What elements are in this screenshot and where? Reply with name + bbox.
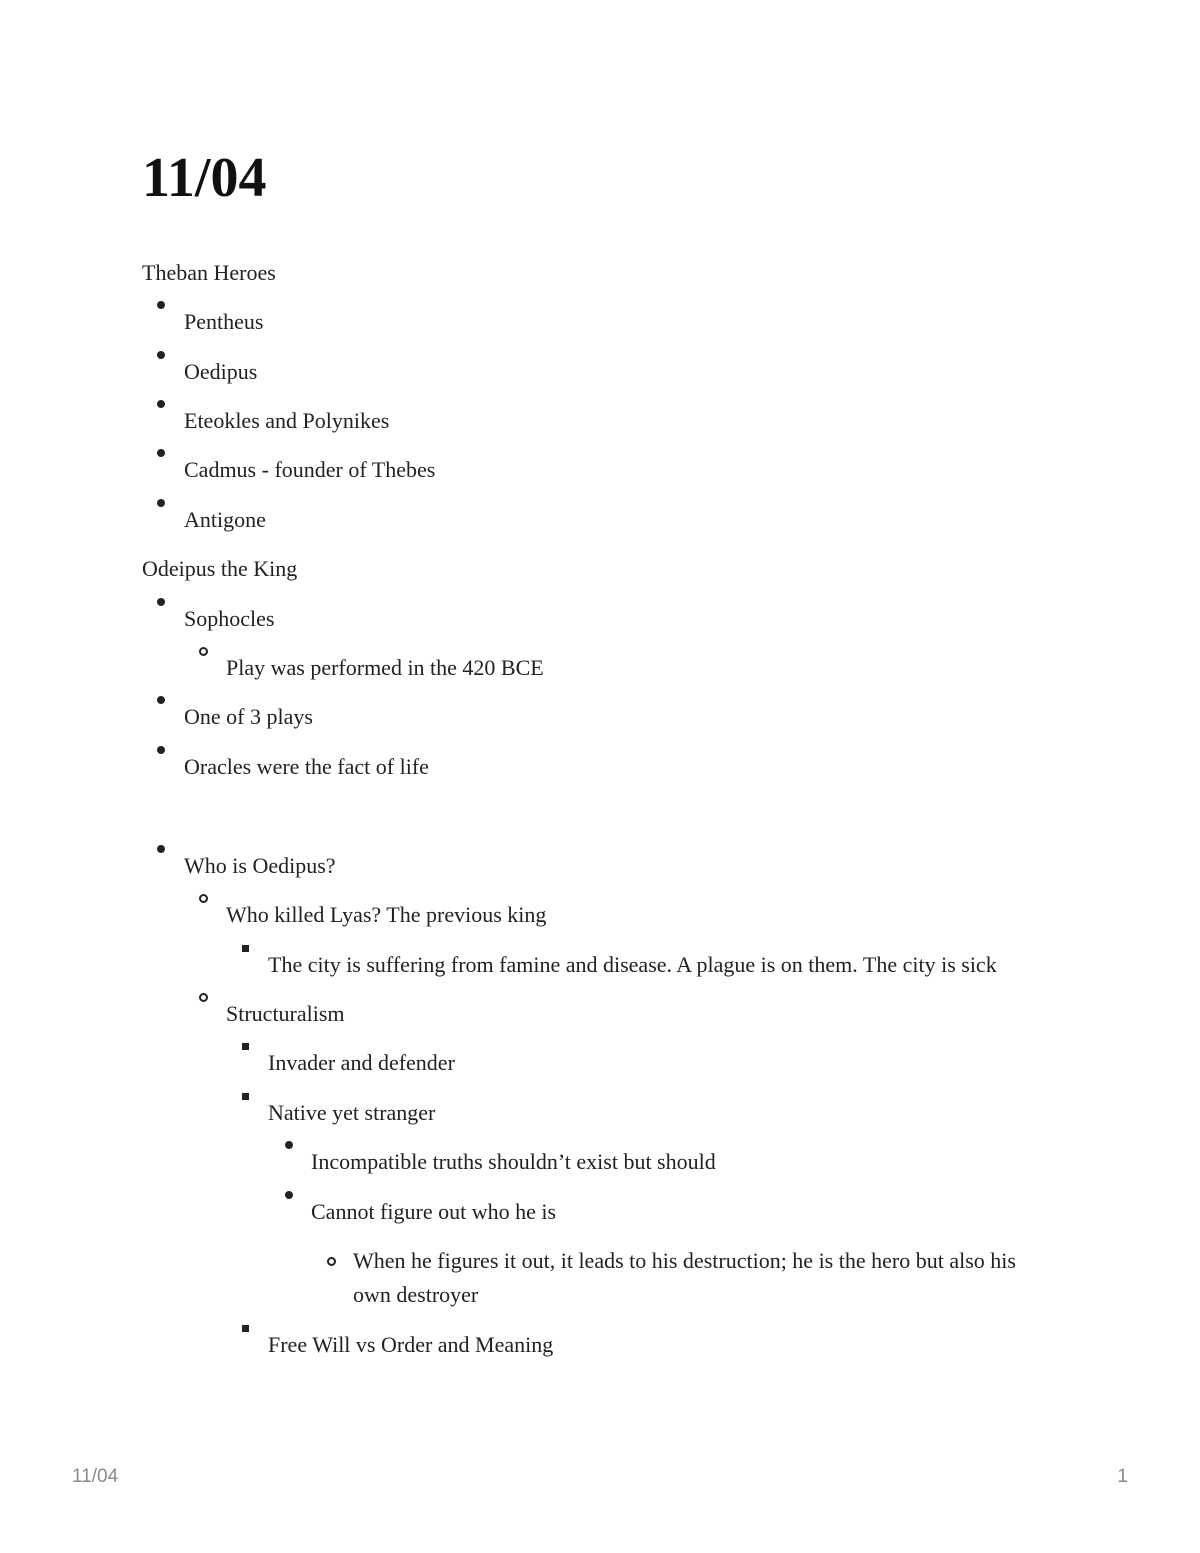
disc-bullet-icon xyxy=(157,351,165,359)
disc-bullet-icon xyxy=(157,746,165,754)
list-item-text: Cadmus - founder of Thebes xyxy=(184,457,436,482)
list-item-text: Cannot figure out who he is xyxy=(311,1199,557,1224)
list-item-text: Oracles were the fact of life xyxy=(184,754,429,779)
circle-bullet-icon xyxy=(199,647,208,656)
list-item-text: Odeipus the King xyxy=(142,556,298,581)
list-item-text: Incompatible truths shouldn’t exist but should xyxy=(311,1149,716,1174)
circle-bullet-icon xyxy=(327,1257,336,1266)
footer-date: 11/04 xyxy=(72,1466,119,1487)
disc-bullet-icon xyxy=(157,499,165,507)
square-bullet-icon xyxy=(242,945,249,952)
disc-bullet-icon xyxy=(157,696,165,704)
square-bullet-icon xyxy=(242,1043,249,1050)
list-item-text: One of 3 plays xyxy=(184,704,313,729)
disc-bullet-icon xyxy=(285,1141,293,1149)
list-item-text: Who is Oedipus? xyxy=(184,853,336,878)
list-item-text: Native yet stranger xyxy=(268,1100,436,1125)
circle-bullet-icon xyxy=(199,894,208,903)
disc-bullet-icon xyxy=(157,449,165,457)
list-item-text: Pentheus xyxy=(184,309,264,334)
list-item-text: Free Will vs Order and Meaning xyxy=(268,1332,554,1357)
list-item-text: Oedipus xyxy=(184,359,258,384)
list-item-text: Structuralism xyxy=(226,1001,345,1026)
list-item-text: Invader and defender xyxy=(268,1050,455,1075)
list-item-text: The city is suffering from famine and disease. A plague is on them. The city is sick xyxy=(268,952,997,977)
disc-bullet-icon xyxy=(285,1191,293,1199)
circle-bullet-icon xyxy=(199,993,208,1002)
list-item-text: Who killed Lyas? The previous king xyxy=(226,902,547,927)
square-bullet-icon xyxy=(242,1325,249,1332)
list-item-text: Theban Heroes xyxy=(142,260,276,285)
list-item-text: Play was performed in the 420 BCE xyxy=(226,655,544,680)
disc-bullet-icon xyxy=(157,400,165,408)
list-item-text: Sophocles xyxy=(184,606,275,631)
footer-page-number: 1 xyxy=(1117,1466,1128,1487)
square-bullet-icon xyxy=(242,1093,249,1100)
list-item-text: When he figures it out, it leads to his destruction; he is the hero but also his own destroyer xyxy=(353,1248,1016,1307)
disc-bullet-icon xyxy=(157,598,165,606)
disc-bullet-icon xyxy=(157,845,165,853)
list-item-text: Antigone xyxy=(184,507,266,532)
page-title: 11/04 xyxy=(142,147,267,209)
disc-bullet-icon xyxy=(157,301,165,309)
list-item-text: Eteokles and Polynikes xyxy=(184,408,390,433)
